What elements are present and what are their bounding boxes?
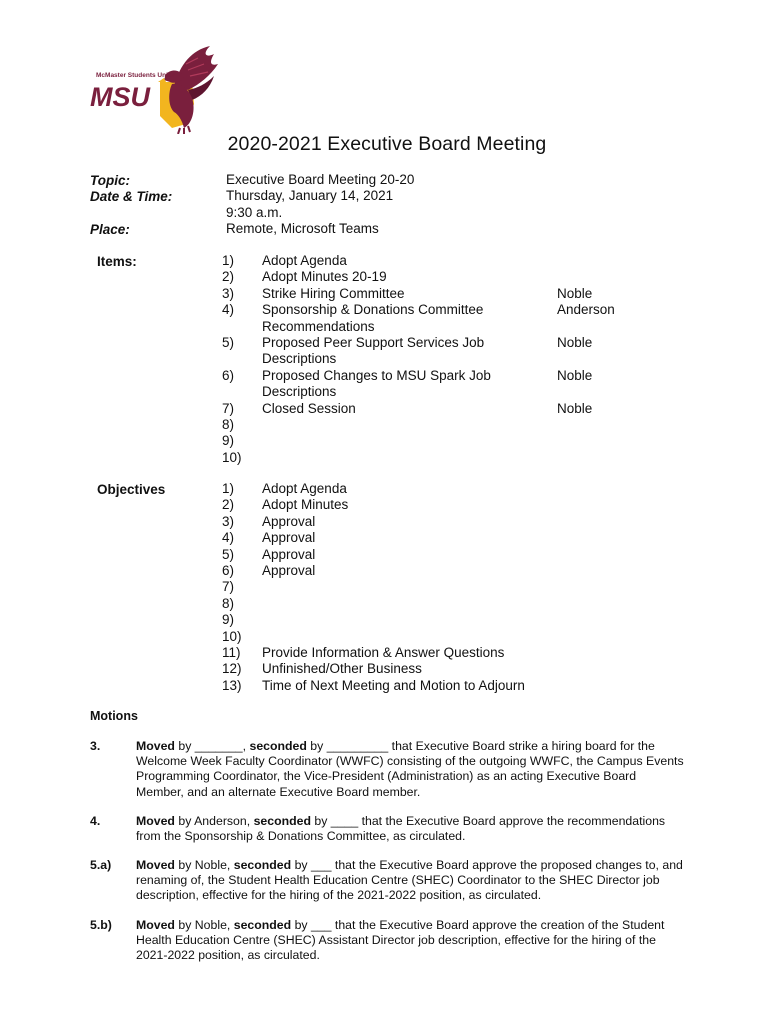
motion-text-segment: by ___ that the Executive Board approve the creation of the Student Health Education Centre (SHEC) Assistant Director job description, effective for the hiring of the 2021-2022 position, as circulated.: [136, 918, 665, 963]
objective-text: Time of Next Meeting and Motion to Adjourn: [262, 677, 525, 693]
objective-item: [222, 481, 692, 497]
logo-org-name: McMaster Students Union: [96, 72, 176, 79]
agenda-item-number: 3): [222, 285, 235, 301]
logo-acronym: MSU: [90, 82, 150, 112]
agenda-item-presenter: Noble: [557, 285, 593, 301]
objective-text: Approval: [262, 530, 316, 546]
agenda-item-text: [262, 450, 557, 466]
motion-keyword: seconded: [233, 918, 292, 932]
agenda-item-text-line: Closed Session: [262, 400, 356, 416]
agenda-item: [222, 269, 692, 285]
agenda-item: [222, 368, 692, 401]
motion-text-segment: by ____ that the Executive Board approve the recommendations from the Sponsorship & Donations Committee, as circulated.: [136, 814, 666, 844]
objective-number: 1): [222, 481, 235, 496]
objective-item: [222, 579, 692, 595]
agenda-item-text: [262, 335, 557, 368]
objective-number: 5): [222, 546, 235, 562]
time-value: 9:30 a.m.: [226, 205, 283, 220]
objective-number: 6): [222, 563, 235, 579]
motion-keyword: seconded: [253, 814, 311, 828]
objective-text: Approval: [262, 563, 316, 579]
objective-item: [222, 514, 692, 530]
agenda-item-text-line: Recommendations: [262, 318, 375, 334]
motion-text: [136, 918, 684, 964]
agenda-item: [222, 450, 692, 466]
objectives-list: [222, 481, 692, 694]
objective-number: 9): [222, 612, 235, 628]
motion-text: [136, 814, 684, 844]
agenda-item-text-line: Descriptions: [262, 384, 337, 400]
agenda-item-text-line: Descriptions: [262, 351, 337, 367]
motion-keyword: Moved: [136, 918, 175, 932]
agenda-item: [222, 302, 692, 335]
items-label: Items:: [97, 254, 137, 269]
objective-item: [222, 547, 692, 563]
agenda-item: [222, 433, 692, 449]
objective-number: 2): [222, 497, 235, 513]
agenda-item: [222, 286, 692, 302]
objective-number: 12): [222, 661, 242, 677]
agenda-item-text: [262, 286, 557, 302]
msu-hawk-logo-graphic: [88, 44, 220, 134]
objective-number: 13): [222, 677, 242, 693]
objective-item: [222, 612, 692, 628]
agenda-item-number: 6): [222, 367, 235, 383]
agenda-item-text-line: [262, 450, 557, 466]
msu-logo: [88, 44, 220, 134]
agenda-item-text-line: Adopt Minutes 20-19: [262, 269, 387, 285]
objective-item: [222, 596, 692, 612]
datetime-label: Date & Time:: [90, 189, 173, 204]
motion-number: 5.b): [90, 918, 112, 932]
objective-item: [222, 661, 692, 677]
motion-keyword: seconded: [233, 858, 292, 872]
agenda-item-text-line: Adopt Agenda: [262, 253, 347, 268]
agenda-item-presenter: Anderson: [557, 302, 615, 318]
agenda-item: [222, 335, 692, 368]
objective-text: [262, 579, 266, 595]
agenda-item-number: 5): [222, 335, 235, 351]
topic-label: Topic:: [90, 173, 130, 188]
agenda-item-number: 10): [222, 449, 242, 465]
motion-text-segment: by Noble,: [174, 858, 234, 872]
objective-text: [262, 612, 266, 628]
agenda-item-number: 9): [222, 433, 235, 449]
agenda-item-number: 4): [222, 302, 235, 318]
agenda-item-number: 7): [222, 400, 235, 416]
objective-text: Unfinished/Other Business: [262, 661, 422, 677]
objective-text: [262, 596, 266, 612]
motion-keyword: seconded: [249, 739, 307, 753]
agenda-item: [222, 401, 692, 417]
objective-item: [222, 563, 692, 579]
objective-number: 10): [222, 628, 242, 644]
agenda-item-text: [262, 253, 557, 269]
motion-number: 5.a): [90, 858, 112, 872]
agenda-item-text: [262, 368, 557, 401]
motions-heading: Motions: [90, 709, 138, 723]
objective-number: 3): [222, 513, 235, 529]
items-list: [222, 253, 692, 466]
topic-value: Executive Board Meeting 20-20: [226, 172, 415, 187]
motion-text-segment: by _______,: [174, 739, 250, 753]
agenda-item-number: 1): [222, 253, 235, 268]
agenda-item-text: [262, 302, 557, 335]
objective-text: Provide Information & Answer Questions: [262, 645, 505, 661]
motion-number: 3.: [90, 739, 101, 753]
objective-number: 11): [222, 645, 241, 661]
motion-text-segment: by _________ that Executive Board strike a hiring board for the Welcome Week Faculty Coordinator (WWFC) consisting of the outgoing WWFC, the Campus Events Programming Coordinator, the Vice-President (Administration) as an acting Executive Board Member, and an alternate Executive Board member.: [136, 739, 684, 799]
motion-keyword: Moved: [136, 814, 175, 828]
agenda-item-text: [262, 433, 557, 449]
motion-text-segment: by Noble,: [174, 918, 234, 932]
agenda-item-text-line: Strike Hiring Committee: [262, 285, 405, 301]
objective-text: Adopt Agenda: [262, 481, 347, 496]
agenda-item-text: [262, 401, 557, 417]
motion-text-segment: by ___ that the Executive Board approve the proposed changes to, and renaming of, the Student Health Education Centre (SHEC) Coordinator to the SHEC Director job description, effective for the hiring of the 2021-2022 position, as circulated.: [136, 858, 683, 903]
objective-number: 8): [222, 595, 235, 611]
agenda-item-text-line: [262, 433, 557, 449]
agenda-item-text-line: Sponsorship & Donations Committee: [262, 302, 484, 318]
page-title: [0, 133, 770, 156]
agenda-item-text-line: [262, 417, 557, 433]
motion-text: [136, 739, 684, 800]
objective-item: [222, 497, 692, 513]
objective-text: Approval: [262, 546, 316, 562]
agenda-item-number: 2): [222, 269, 235, 285]
agenda-item-presenter: Noble: [557, 335, 593, 351]
objectives-label: Objectives: [97, 482, 166, 497]
page-title-text: 2020-2021 Executive Board Meeting: [227, 133, 547, 155]
agenda-item-text-line: Proposed Peer Support Services Job: [262, 335, 485, 351]
objective-number: 7): [222, 579, 235, 595]
motion-text-segment: by Anderson,: [174, 814, 254, 828]
agenda-item-presenter: Noble: [557, 367, 593, 383]
agenda-item-text: [262, 269, 557, 285]
agenda-item-presenter: Noble: [557, 400, 593, 416]
objective-item: [222, 629, 692, 645]
agenda-item-text: [262, 417, 557, 433]
objective-text: Approval: [262, 513, 316, 529]
agenda-item: [222, 253, 692, 269]
motion-keyword: Moved: [136, 739, 175, 753]
objective-item: [222, 530, 692, 546]
agenda-item-number: 8): [222, 417, 235, 433]
motion-keyword: Moved: [136, 858, 175, 872]
objective-text: Adopt Minutes: [262, 497, 349, 513]
date-value: Thursday, January 14, 2021: [226, 188, 394, 203]
agenda-item-text-line: Proposed Changes to MSU Spark Job: [262, 367, 491, 383]
place-value: Remote, Microsoft Teams: [226, 221, 379, 236]
objective-text: [262, 629, 266, 645]
agenda-item: [222, 417, 692, 433]
place-label: Place:: [90, 222, 130, 237]
objective-item: [222, 645, 692, 661]
motion-text: [136, 858, 684, 904]
motion-number: 4.: [90, 814, 101, 828]
objective-number: 4): [222, 530, 235, 546]
objective-item: [222, 678, 692, 694]
